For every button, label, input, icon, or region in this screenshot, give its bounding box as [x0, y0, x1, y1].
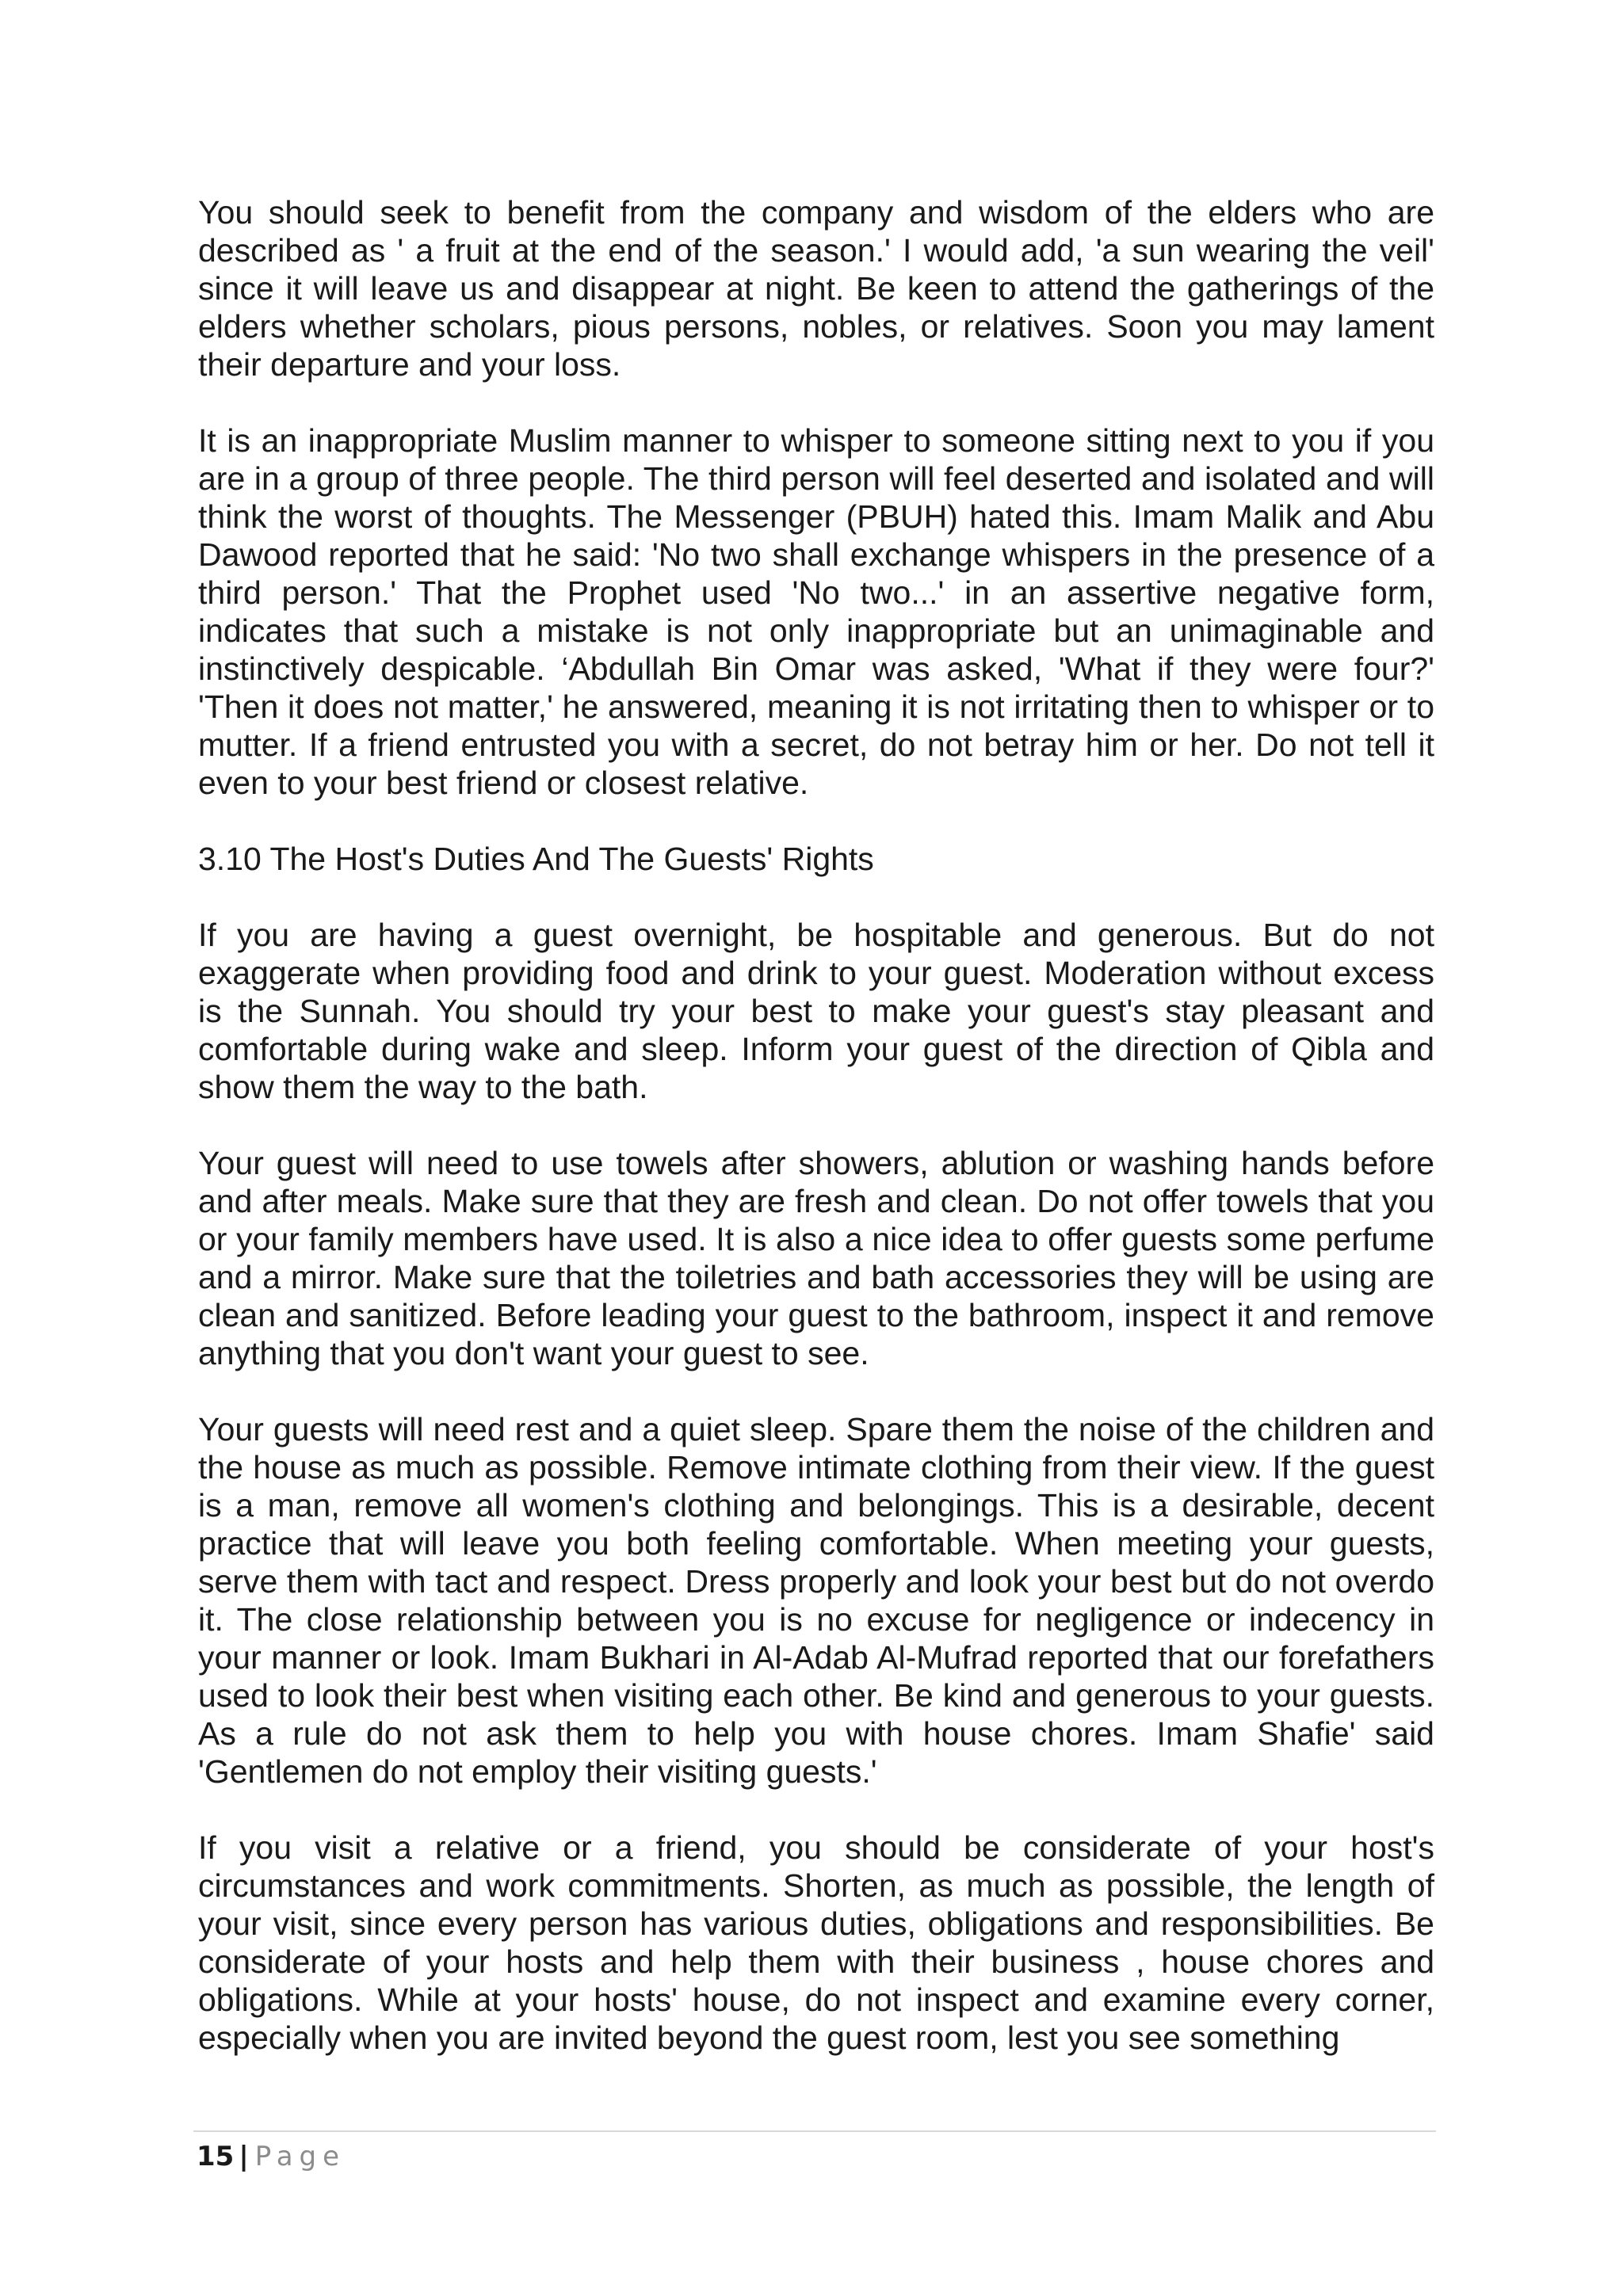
- section-heading: 3.10 The Host's Duties And The Guests' Rights: [198, 841, 874, 877]
- paragraph-whispering: It is an inappropriate Muslim manner to whisper to someone sitting next to you if you are in a group of three people. The third person will feel deserted and isolated and will think the worst of thoughts. The Messenger (PBUH) hated this. Imam Malik and Abu Dawood reported that he said: 'No two shall exchange whispers in the presence of a third person.' That the Prophet used 'No two...' in an assertive negative form, indicates that such a mistake is not only inappropriate but an unimaginable and instinctively despicable. ‘Abdullah Bin Omar was asked, 'What if they were four?' 'Then it does not matter,' he answered, meaning it is not irritating then to whisper or to mutter. If a friend entrusted you with a secret, do not betray him or her. Do not tell it even to your best friend or closest relative.: [198, 422, 1434, 801]
- page-label: Page: [254, 2141, 346, 2172]
- paragraph-towels: Your guest will need to use towels after showers, ablution or washing hands before and after meals. Make sure that they are fresh and clean. Do not offer towels that you or your family members have used. It is also a nice idea to offer guests some perfume and a mirror. Make sure that the toiletries and bath accessories they will be using are clean and sanitized. Before leading your guest to the bathroom, inspect it and remove anything that you don't want your guest to see.: [198, 1145, 1434, 1371]
- page-content: [198, 193, 1434, 2095]
- paragraph-visiting: If you visit a relative or a friend, you should be considerate of your host's circumstances and work commitments. Shorten, as much as possible, the length of your visit, since every person has various duties, obligations and responsibilities. Be considerate of your hosts and help them with their business , house chores and obligations. While at your hosts' house, do not inspect and examine every corner, especially when you are invited beyond the guest room, lest you see something: [198, 1829, 1434, 2056]
- page-number: 15: [197, 2141, 235, 2172]
- footer-divider: [193, 2130, 1436, 2132]
- footer-separator: |: [239, 2141, 249, 2172]
- paragraph-guest-rest: Your guests will need rest and a quiet sleep. Spare them the noise of the children and the house as much as possible. Remove intimate clothing from their view. If the guest is a man, remove all women's clothing and belongings. This is a desirable, decent practice that will leave you both feeling comfortable. When meeting your guests, serve them with tact and respect. Dress properly and look your best but do not overdo it. The close relationship between you is no excuse for negligence or indecency in your manner or look. Imam Bukhari in Al-Adab Al-Mufrad reported that our forefathers used to look their best when visiting each other. Be kind and generous to your guests. As a rule do not ask them to help you with house chores. Imam Shafie' said 'Gentlemen do not employ their visiting guests.': [198, 1411, 1434, 1790]
- page-footer: [197, 2139, 346, 2174]
- paragraph-hospitality: If you are having a guest overnight, be hospitable and generous. But do not exaggerate when providing food and drink to your guest. Moderation without excess is the Sunnah. You should try your best to make your guest's stay pleasant and comfortable during wake and sleep. Inform your guest of the direction of Qibla and show them the way to the bath.: [198, 917, 1434, 1105]
- paragraph-elders: You should seek to benefit from the company and wisdom of the elders who are described as ' a fruit at the end of the season.' I would add, 'a sun wearing the veil' since it will leave us and disappear at night. Be keen to attend the gatherings of the elders whether scholars, pious persons, nobles, or relatives. Soon you may lament their departure and your loss.: [198, 194, 1434, 383]
